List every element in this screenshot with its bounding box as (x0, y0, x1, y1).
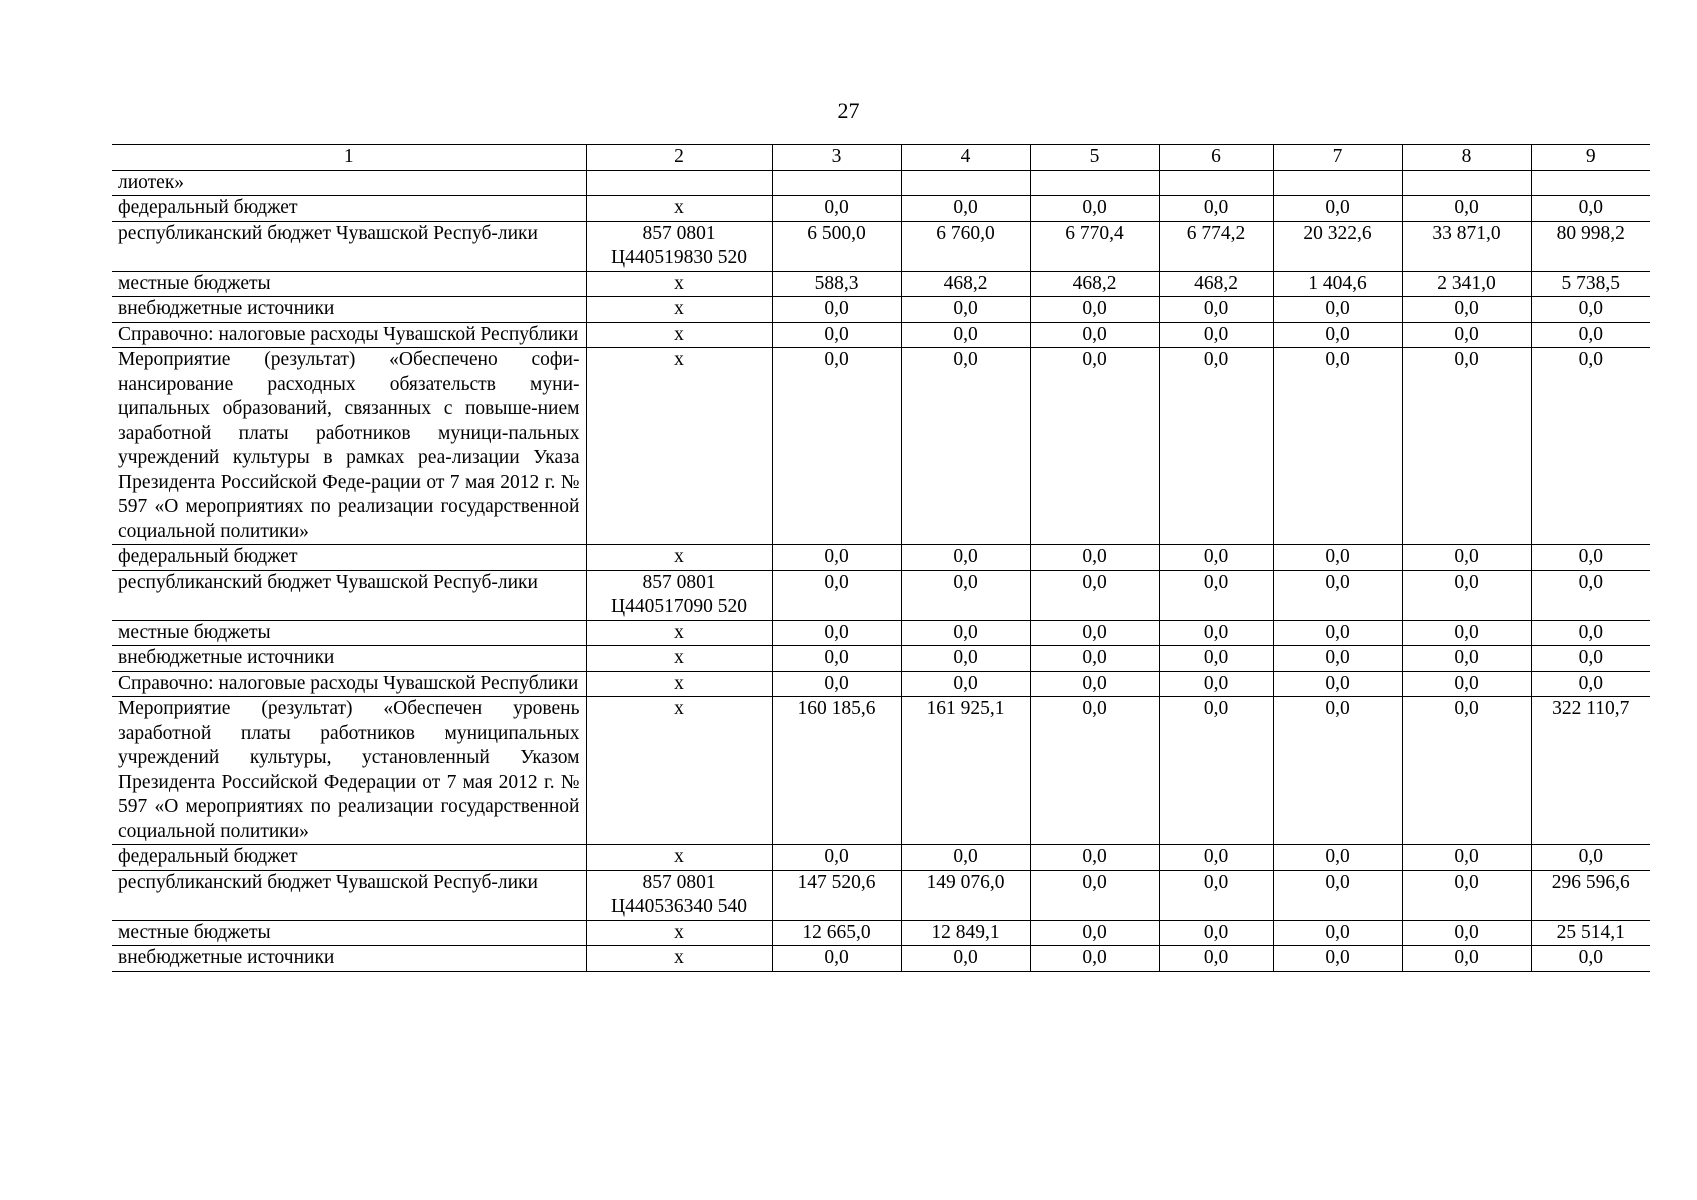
value-cell: 0,0 (772, 570, 901, 620)
value-cell: 0,0 (1402, 870, 1531, 920)
budget-code-cell: х (586, 646, 772, 672)
value-cell: 0,0 (1402, 297, 1531, 323)
table-row (112, 920, 1650, 946)
value-cell: 0,0 (901, 620, 1030, 646)
row-name-cell: Мероприятие (результат) «Обеспечен уровень заработной платы работников муниципальных учреждений культуры, установленный Указом Президента Российской Федерации от 7 мая 2012 г. № 597 «О мероприятиях по реализации государственной социальной политики» (112, 697, 586, 845)
budget-code-cell: х (586, 671, 772, 697)
budget-code-cell: х (586, 196, 772, 222)
value-cell: 0,0 (1531, 845, 1650, 871)
value-cell: 25 514,1 (1531, 920, 1650, 946)
value-cell: 0,0 (1273, 870, 1402, 920)
value-cell: 0,0 (1273, 845, 1402, 871)
value-cell (1030, 170, 1159, 196)
value-cell: 147 520,6 (772, 870, 901, 920)
value-cell: 0,0 (1030, 545, 1159, 571)
value-cell: 0,0 (1030, 870, 1159, 920)
value-cell: 0,0 (1030, 297, 1159, 323)
value-cell: 161 925,1 (901, 697, 1030, 845)
value-cell (901, 170, 1030, 196)
row-name-cell: Мероприятие (результат) «Обеспечено софи-нансирование расходных обязательств муни-ципальных образований, связанных с повыше-нием заработной платы работников муници-пальных учреждений культуры в рамках реа-лизации Указа Президента Российской Феде-рации от 7 мая 2012 г. № 597 «О мероприятиях по реализации государственной социальной политики» (112, 348, 586, 545)
value-cell: 0,0 (772, 297, 901, 323)
value-cell: 0,0 (901, 297, 1030, 323)
page-number: 27 (837, 98, 860, 123)
row-name-cell: федеральный бюджет (112, 845, 586, 871)
value-cell: 0,0 (772, 845, 901, 871)
value-cell: 0,0 (1273, 620, 1402, 646)
table-row (112, 570, 1650, 620)
value-cell: 0,0 (1159, 946, 1273, 972)
value-cell: 12 849,1 (901, 920, 1030, 946)
value-cell: 0,0 (1030, 920, 1159, 946)
value-cell: 0,0 (1402, 196, 1531, 222)
value-cell: 6 760,0 (901, 221, 1030, 271)
value-cell: 0,0 (901, 646, 1030, 672)
value-cell: 0,0 (1159, 697, 1273, 845)
table-row (112, 221, 1650, 271)
table-row (112, 946, 1650, 972)
column-header: 4 (901, 145, 1030, 171)
value-cell: 0,0 (1159, 870, 1273, 920)
value-cell: 0,0 (1531, 646, 1650, 672)
value-cell: 0,0 (772, 671, 901, 697)
value-cell: 0,0 (1159, 322, 1273, 348)
value-cell: 0,0 (772, 196, 901, 222)
value-cell: 0,0 (1273, 946, 1402, 972)
value-cell: 0,0 (1030, 570, 1159, 620)
value-cell: 0,0 (1273, 646, 1402, 672)
column-header: 1 (112, 145, 586, 171)
value-cell: 0,0 (1159, 845, 1273, 871)
value-cell: 0,0 (901, 196, 1030, 222)
budget-code-cell: х (586, 620, 772, 646)
value-cell: 6 774,2 (1159, 221, 1273, 271)
value-cell: 0,0 (1531, 946, 1650, 972)
value-cell: 0,0 (1159, 920, 1273, 946)
value-cell: 0,0 (1273, 545, 1402, 571)
value-cell: 160 185,6 (772, 697, 901, 845)
value-cell: 0,0 (1402, 545, 1531, 571)
table-row (112, 845, 1650, 871)
value-cell: 0,0 (1402, 920, 1531, 946)
budget-code-cell: х (586, 697, 772, 845)
budget-code-cell: х (586, 271, 772, 297)
value-cell: 0,0 (772, 946, 901, 972)
budget-code-cell: х (586, 845, 772, 871)
row-name-cell: республиканский бюджет Чувашской Респуб-лики (112, 570, 586, 620)
value-cell: 0,0 (1402, 697, 1531, 845)
budget-code-cell: х (586, 297, 772, 323)
value-cell: 0,0 (901, 845, 1030, 871)
value-cell: 0,0 (901, 671, 1030, 697)
value-cell: 0,0 (1273, 920, 1402, 946)
value-cell: 0,0 (772, 322, 901, 348)
value-cell: 0,0 (1273, 671, 1402, 697)
value-cell: 0,0 (772, 348, 901, 545)
value-cell: 0,0 (1531, 570, 1650, 620)
table-row (112, 170, 1650, 196)
table-row (112, 348, 1650, 545)
value-cell: 468,2 (1159, 271, 1273, 297)
table-row (112, 620, 1650, 646)
value-cell (1273, 170, 1402, 196)
value-cell: 0,0 (1531, 297, 1650, 323)
column-header: 8 (1402, 145, 1531, 171)
value-cell: 0,0 (1402, 322, 1531, 348)
row-name-cell: лиотек» (112, 170, 586, 196)
budget-code-cell: х (586, 946, 772, 972)
value-cell (1402, 170, 1531, 196)
value-cell (772, 170, 901, 196)
row-name-cell: внебюджетные источники (112, 946, 586, 972)
value-cell (1159, 170, 1273, 196)
value-cell: 0,0 (1159, 297, 1273, 323)
budget-code-cell: х (586, 920, 772, 946)
value-cell: 1 404,6 (1273, 271, 1402, 297)
row-name-cell: местные бюджеты (112, 620, 586, 646)
header-row (112, 145, 1650, 171)
value-cell: 0,0 (1402, 671, 1531, 697)
budget-code-cell: 857 0801 Ц440536340 540 (586, 870, 772, 920)
table-body (112, 170, 1650, 971)
budget-table (112, 144, 1650, 972)
table-row (112, 646, 1650, 672)
value-cell: 0,0 (901, 545, 1030, 571)
value-cell: 0,0 (1030, 646, 1159, 672)
value-cell: 0,0 (1402, 845, 1531, 871)
row-name-cell: республиканский бюджет Чувашской Респуб-лики (112, 221, 586, 271)
value-cell: 0,0 (1402, 646, 1531, 672)
budget-code-cell: 857 0801 Ц440519830 520 (586, 221, 772, 271)
value-cell: 0,0 (1531, 620, 1650, 646)
value-cell: 0,0 (1030, 620, 1159, 646)
value-cell: 0,0 (901, 322, 1030, 348)
value-cell: 0,0 (772, 545, 901, 571)
value-cell: 20 322,6 (1273, 221, 1402, 271)
value-cell: 0,0 (1402, 348, 1531, 545)
value-cell: 0,0 (1159, 671, 1273, 697)
table-row (112, 545, 1650, 571)
value-cell: 296 596,6 (1531, 870, 1650, 920)
value-cell: 0,0 (1030, 348, 1159, 545)
value-cell: 0,0 (772, 620, 901, 646)
table-row (112, 671, 1650, 697)
column-header: 9 (1531, 145, 1650, 171)
table-row (112, 697, 1650, 845)
value-cell: 0,0 (1273, 697, 1402, 845)
table-row (112, 870, 1650, 920)
row-name-cell: местные бюджеты (112, 271, 586, 297)
value-cell: 6 770,4 (1030, 221, 1159, 271)
value-cell: 0,0 (1159, 196, 1273, 222)
value-cell: 0,0 (1531, 671, 1650, 697)
value-cell: 0,0 (1030, 697, 1159, 845)
value-cell: 0,0 (1531, 545, 1650, 571)
table-row (112, 322, 1650, 348)
value-cell: 0,0 (1030, 322, 1159, 348)
column-header: 6 (1159, 145, 1273, 171)
row-name-cell: Справочно: налоговые расходы Чувашской Республики (112, 671, 586, 697)
value-cell: 0,0 (772, 646, 901, 672)
table-row (112, 196, 1650, 222)
value-cell: 0,0 (1402, 620, 1531, 646)
value-cell: 0,0 (1030, 196, 1159, 222)
value-cell: 0,0 (1531, 322, 1650, 348)
column-header: 7 (1273, 145, 1402, 171)
value-cell: 80 998,2 (1531, 221, 1650, 271)
value-cell: 0,0 (901, 348, 1030, 545)
budget-code-cell: х (586, 348, 772, 545)
value-cell: 0,0 (1030, 845, 1159, 871)
value-cell: 0,0 (1273, 297, 1402, 323)
value-cell: 149 076,0 (901, 870, 1030, 920)
value-cell: 468,2 (1030, 271, 1159, 297)
budget-code-cell: 857 0801 Ц440517090 520 (586, 570, 772, 620)
value-cell: 0,0 (1402, 570, 1531, 620)
value-cell: 5 738,5 (1531, 271, 1650, 297)
column-header: 5 (1030, 145, 1159, 171)
value-cell: 0,0 (901, 570, 1030, 620)
row-name-cell: федеральный бюджет (112, 196, 586, 222)
value-cell: 0,0 (1273, 570, 1402, 620)
value-cell: 0,0 (1531, 348, 1650, 545)
value-cell: 0,0 (1030, 946, 1159, 972)
column-header: 2 (586, 145, 772, 171)
row-name-cell: федеральный бюджет (112, 545, 586, 571)
value-cell: 0,0 (1159, 348, 1273, 545)
row-name-cell: Справочно: налоговые расходы Чувашской Республики (112, 322, 586, 348)
value-cell: 0,0 (1030, 671, 1159, 697)
value-cell: 0,0 (1273, 196, 1402, 222)
value-cell: 0,0 (1159, 646, 1273, 672)
budget-code-cell: х (586, 545, 772, 571)
row-name-cell: внебюджетные источники (112, 646, 586, 672)
value-cell (1531, 170, 1650, 196)
value-cell: 0,0 (1159, 620, 1273, 646)
value-cell: 0,0 (1273, 348, 1402, 545)
value-cell: 6 500,0 (772, 221, 901, 271)
budget-code-cell (586, 170, 772, 196)
value-cell: 0,0 (1402, 946, 1531, 972)
value-cell: 12 665,0 (772, 920, 901, 946)
value-cell: 0,0 (1531, 196, 1650, 222)
table-row (112, 271, 1650, 297)
row-name-cell: республиканский бюджет Чувашской Респуб-лики (112, 870, 586, 920)
row-name-cell: местные бюджеты (112, 920, 586, 946)
value-cell: 0,0 (901, 946, 1030, 972)
value-cell: 468,2 (901, 271, 1030, 297)
budget-code-cell: х (586, 322, 772, 348)
row-name-cell: внебюджетные источники (112, 297, 586, 323)
value-cell: 588,3 (772, 271, 901, 297)
value-cell: 33 871,0 (1402, 221, 1531, 271)
value-cell: 0,0 (1159, 570, 1273, 620)
value-cell: 322 110,7 (1531, 697, 1650, 845)
column-header: 3 (772, 145, 901, 171)
value-cell: 2 341,0 (1402, 271, 1531, 297)
value-cell: 0,0 (1273, 322, 1402, 348)
value-cell: 0,0 (1159, 545, 1273, 571)
table-row (112, 297, 1650, 323)
